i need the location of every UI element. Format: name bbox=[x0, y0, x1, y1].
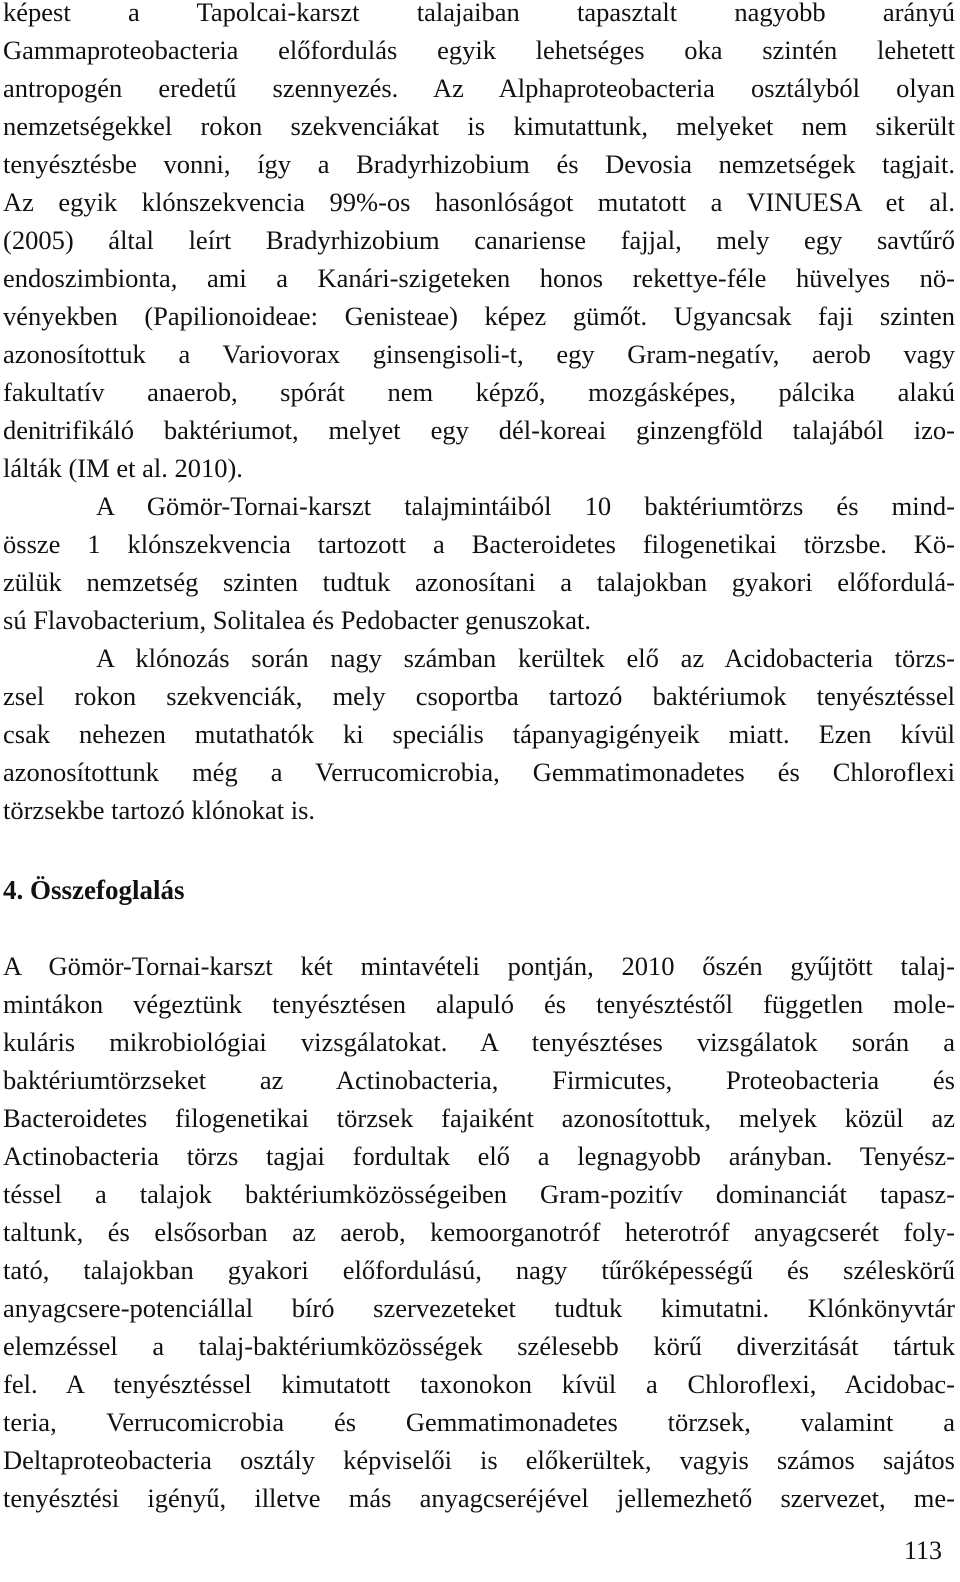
text-line: mintákon végeztünk tenyésztésen alapuló és tenyésztéstől független mole- bbox=[3, 989, 955, 1019]
text-line: csak nehezen mutathatók ki speciális tápanyagigényeik miatt. Ezen kívül bbox=[3, 719, 955, 749]
text-line: fel. A tenyésztéssel kimutatott taxonokon kívül a Chloroflexi, Acidobac- bbox=[3, 1369, 955, 1399]
text-line: antropogén eredetű szennyezés. Az Alphaproteobacteria osztályból olyan bbox=[3, 73, 955, 103]
text-line: zsel rokon szekvenciák, mely csoportba tartozó baktériumok tenyésztéssel bbox=[3, 681, 955, 711]
text-line: Gammaproteobacteria előfordulás egyik lehetséges oka szintén lehetett bbox=[3, 35, 955, 65]
text-line: denitrifikáló baktériumot, melyet egy dél-koreai ginzengföld talajából izo- bbox=[3, 415, 955, 445]
text-line: tenyésztési igényű, illetve más anyagcseréjével jellemezhető szervezet, me- bbox=[3, 1483, 955, 1513]
text-line: téssel a talajok baktériumközösségeiben Gram-pozitív dominanciát tapasz- bbox=[3, 1179, 955, 1209]
text-line: fakultatív anaerob, spórát nem képző, mozgásképes, pálcika alakú bbox=[3, 377, 955, 407]
text-line: Bacteroidetes filogenetikai törzsek fajaiként azonosítottuk, melyek közül az bbox=[3, 1103, 955, 1133]
text-line: taltunk, és elsősorban az aerob, kemoorganotróf heterotróf anyagcserét foly- bbox=[3, 1217, 955, 1247]
text-line: anyagcsere-potenciállal bíró szervezeteket tudtuk kimutatni. Klónkönyvtár bbox=[3, 1293, 955, 1323]
text-line: zülük nemzetség szinten tudtuk azonosítani a talajokban gyakori előfordulá- bbox=[3, 567, 955, 597]
text-line: endoszimbionta, ami a Kanári-szigeteken honos rekettye-féle hüvelyes nö- bbox=[3, 263, 955, 293]
text-line: teria, Verrucomicrobia és Gemmatimonadetes törzsek, valamint a bbox=[3, 1407, 955, 1437]
page-number: 113 bbox=[903, 1536, 942, 1565]
text-line: baktériumtörzseket az Actinobacteria, Firmicutes, Proteobacteria és bbox=[3, 1065, 955, 1095]
text-line: azonosítottunk még a Verrucomicrobia, Gemmatimonadetes és Chloroflexi bbox=[3, 757, 955, 787]
text-line: lálták (IM et al. 2010). bbox=[3, 453, 243, 483]
text-line: vényekben (Papilionoideae: Genisteae) képez gümőt. Ugyancsak faji szinten bbox=[3, 301, 955, 331]
text-line: (2005) által leírt Bradyrhizobium canariense fajjal, mely egy savtűrő bbox=[3, 225, 955, 255]
text-line: nemzetségekkel rokon szekvenciákat is kimutattunk, melyeket nem sikerült bbox=[3, 111, 955, 141]
text-line: törzsekbe tartozó klónokat is. bbox=[3, 795, 316, 825]
text-line: tenyésztésbe vonni, így a Bradyrhizobium és Devosia nemzetségek tagjait. bbox=[3, 149, 955, 179]
section-heading: 4. Összefoglalás bbox=[3, 875, 185, 905]
text-line: kuláris mikrobiológiai vizsgálatokat. A tenyésztéses vizsgálatok során a bbox=[3, 1027, 955, 1057]
text-line: tató, talajokban gyakori előfordulású, nagy tűrőképességű és széleskörű bbox=[3, 1255, 955, 1285]
text-line: A Gömör-Tornai-karszt két mintavételi pontján, 2010 őszén gyűjtött talaj- bbox=[3, 951, 955, 981]
text-line: sú Flavobacterium, Solitalea és Pedobacter genuszokat. bbox=[3, 605, 591, 635]
text-line: Az egyik klónszekvencia 99%-os hasonlóságot mutatott a VINUESA et al. bbox=[3, 187, 955, 217]
text-line: azonosítottuk a Variovorax ginsengisoli-t, egy Gram-negatív, aerob vagy bbox=[3, 339, 955, 369]
text-line: A klónozás során nagy számban kerültek elő az Acidobacteria törzs- bbox=[96, 643, 955, 673]
text-line: elemzéssel a talaj-baktériumközösségek szélesebb körű diverzitását tártuk bbox=[3, 1331, 955, 1361]
text-line: A Gömör-Tornai-karszt talajmintáiból 10 baktériumtörzs és mind- bbox=[96, 491, 955, 521]
text-line: Deltaproteobacteria osztály képviselői is előkerültek, vagyis számos sajátos bbox=[3, 1445, 955, 1475]
text-line: képest a Tapolcai-karszt talajaiban tapasztalt nagyobb arányú bbox=[3, 0, 955, 27]
text-line: Actinobacteria törzs tagjai fordultak elő a legnagyobb arányban. Tenyész- bbox=[3, 1141, 955, 1171]
text-line: össze 1 klónszekvencia tartozott a Bacteroidetes filogenetikai törzsbe. Kö- bbox=[3, 529, 955, 559]
